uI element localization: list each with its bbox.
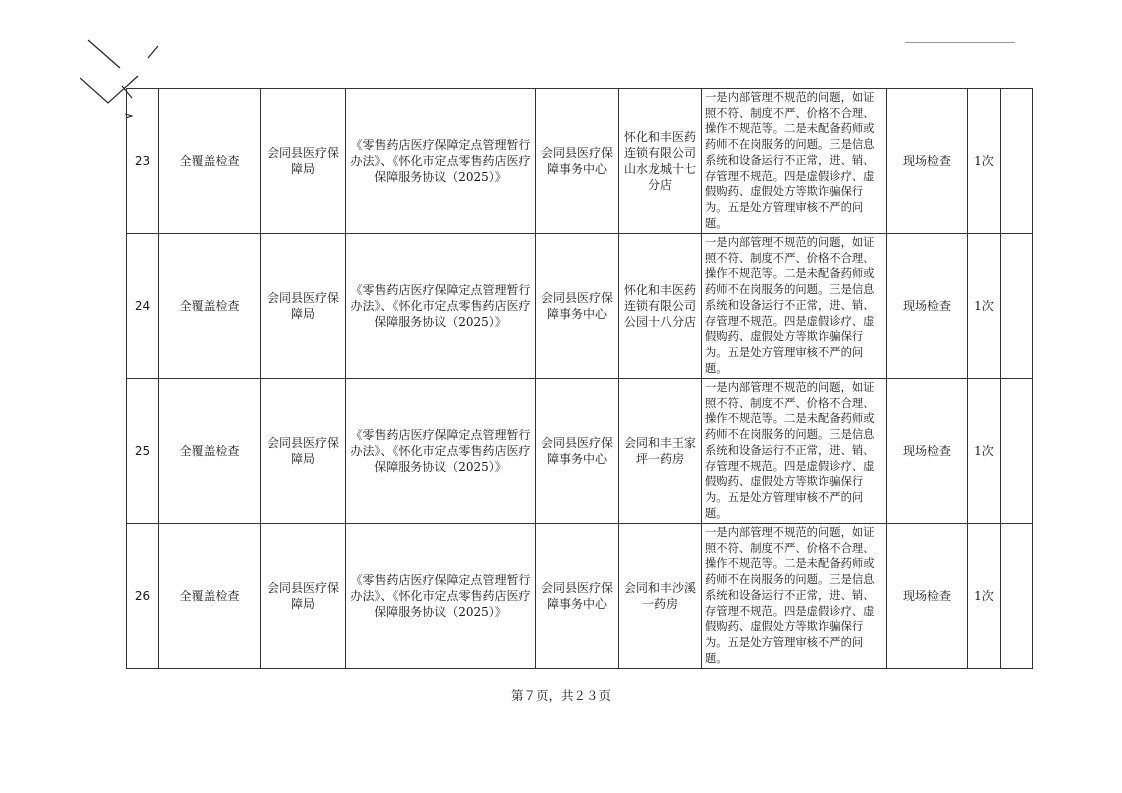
inspection-items: 一是内部管理不规范的问题，如证照不符、制度不严、价格不合理、操作不规范等。二是未配备药师或药师不在岗服务的问题。三是信息系统和设备运行不正常，进、销、存管理不规范。四是虚假诊疗、虚假购药、虚假处方等欺诈骗保行为。五是处方管理审核不严的问题。 bbox=[702, 234, 887, 379]
inspection-type: 全覆盖检查 bbox=[159, 89, 261, 234]
row-number: 25 bbox=[127, 379, 159, 524]
inspecting-department: 会同县医疗保障局 bbox=[261, 89, 346, 234]
inspected-store: 怀化和丰医药连锁有限公司山水龙城十七分店 bbox=[619, 89, 702, 234]
top-right-scan-line bbox=[905, 42, 1015, 43]
remarks-cell bbox=[1001, 524, 1033, 669]
inspected-store: 会同和丰王家坪一药房 bbox=[619, 379, 702, 524]
row-number: 24 bbox=[127, 234, 159, 379]
inspection-items: 一是内部管理不规范的问题，如证照不符、制度不严、价格不合理、操作不规范等。二是未配备药师或药师不在岗服务的问题。三是信息系统和设备运行不正常，进、销、存管理不规范。四是虚假诊疗、虚假购药、虚假处方等欺诈骗保行为。五是处方管理审核不严的问题。 bbox=[702, 89, 887, 234]
inspection-basis: 《零售药店医疗保障定点管理暂行办法》、《怀化市定点零售药店医疗保障服务协议（2025）》 bbox=[346, 379, 536, 524]
inspecting-department: 会同县医疗保障局 bbox=[261, 524, 346, 669]
inspection-basis: 《零售药店医疗保障定点管理暂行办法》、《怀化市定点零售药店医疗保障服务协议（2025）》 bbox=[346, 89, 536, 234]
inspection-basis: 《零售药店医疗保障定点管理暂行办法》、《怀化市定点零售药店医疗保障服务协议（2025）》 bbox=[346, 524, 536, 669]
table-row bbox=[127, 89, 1033, 234]
implementing-agency: 会同县医疗保障事务中心 bbox=[536, 89, 619, 234]
inspection-frequency: 1次 bbox=[968, 89, 1001, 234]
remarks-cell bbox=[1001, 89, 1033, 234]
inspected-store: 会同和丰沙溪一药房 bbox=[619, 524, 702, 669]
inspection-basis: 《零售药店医疗保障定点管理暂行办法》、《怀化市定点零售药店医疗保障服务协议（2025）》 bbox=[346, 234, 536, 379]
implementing-agency: 会同县医疗保障事务中心 bbox=[536, 234, 619, 379]
table-row bbox=[127, 379, 1033, 524]
implementing-agency: 会同县医疗保障事务中心 bbox=[536, 379, 619, 524]
inspection-frequency: 1次 bbox=[968, 524, 1001, 669]
inspecting-department: 会同县医疗保障局 bbox=[261, 234, 346, 379]
inspection-method: 现场检查 bbox=[887, 89, 968, 234]
table-row bbox=[127, 234, 1033, 379]
row-number: 26 bbox=[127, 524, 159, 669]
remarks-cell bbox=[1001, 379, 1033, 524]
inspected-store: 怀化和丰医药连锁有限公司公园十八分店 bbox=[619, 234, 702, 379]
inspection-method: 现场检查 bbox=[887, 234, 968, 379]
page-footer: 第７页，共２３页 bbox=[510, 688, 611, 703]
remarks-cell bbox=[1001, 234, 1033, 379]
inspection-method: 现场检查 bbox=[887, 524, 968, 669]
table-row bbox=[127, 524, 1033, 669]
inspection-type: 全覆盖检查 bbox=[159, 524, 261, 669]
inspection-type: 全覆盖检查 bbox=[159, 379, 261, 524]
inspecting-department: 会同县医疗保障局 bbox=[261, 379, 346, 524]
inspection-items: 一是内部管理不规范的问题，如证照不符、制度不严、价格不合理、操作不规范等。二是未配备药师或药师不在岗服务的问题。三是信息系统和设备运行不正常，进、销、存管理不规范。四是虚假诊疗、虚假购药、虚假处方等欺诈骗保行为。五是处方管理审核不严的问题。 bbox=[702, 379, 887, 524]
inspection-items: 一是内部管理不规范的问题，如证照不符、制度不严、价格不合理、操作不规范等。二是未配备药师或药师不在岗服务的问题。三是信息系统和设备运行不正常，进、销、存管理不规范。四是虚假诊疗、虚假购药、虚假处方等欺诈骗保行为。五是处方管理审核不严的问题。 bbox=[702, 524, 887, 669]
row-number: 23 bbox=[127, 89, 159, 234]
implementing-agency: 会同县医疗保障事务中心 bbox=[536, 524, 619, 669]
inspection-table bbox=[126, 88, 1033, 669]
inspection-frequency: 1次 bbox=[968, 234, 1001, 379]
inspection-method: 现场检查 bbox=[887, 379, 968, 524]
inspection-frequency: 1次 bbox=[968, 379, 1001, 524]
inspection-type: 全覆盖检查 bbox=[159, 234, 261, 379]
